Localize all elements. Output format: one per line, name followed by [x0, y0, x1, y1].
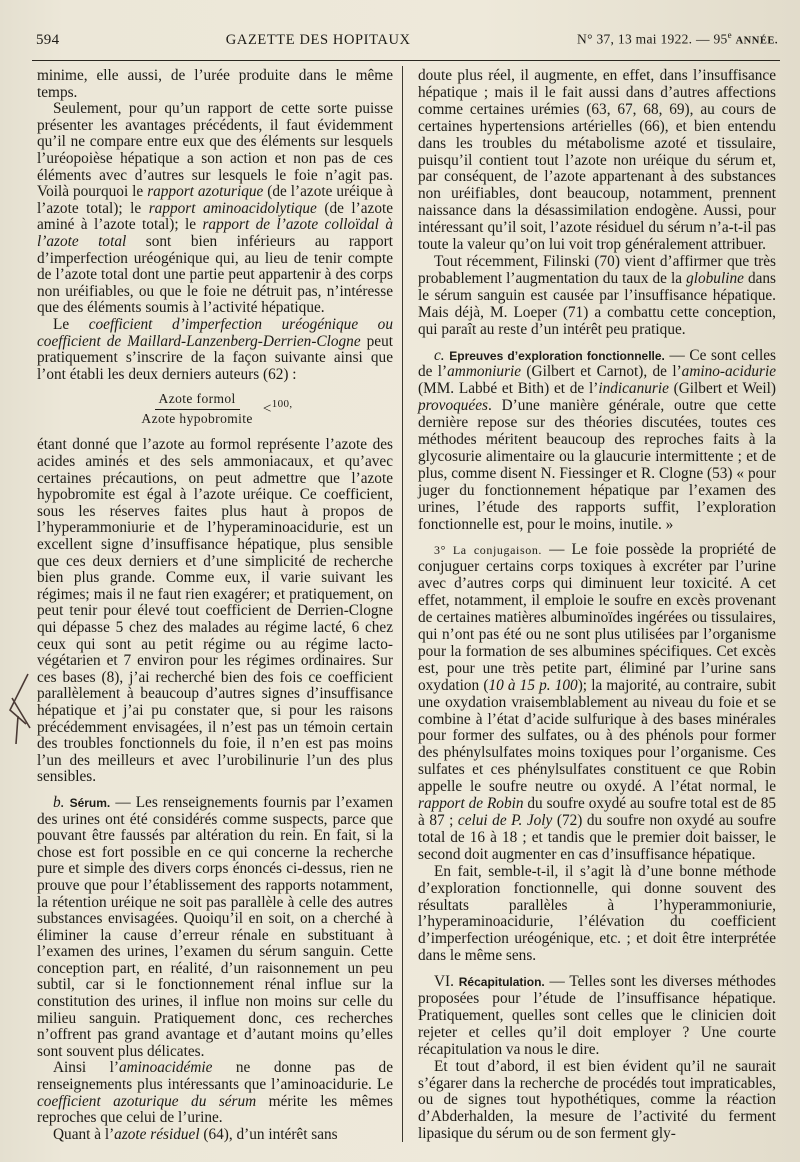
right-paragraph-2: Tout récemment, Filinski (70) vient d’affirmer que très probablement l’augmentation du taux de la globuline dans le sérum sanguin est causée par l’insuffisance hépatique. Mais déjà, M. Loeper (71) a combattu cette conception, qui paraît au reste d’un intérêt peu pratique.: [418, 252, 776, 338]
right-column: [418, 68, 776, 1143]
header-rule: [32, 60, 780, 61]
right-paragraph-1: doute plus réel, il augmente, en effet, dans l’insuffisance hépatique ; mais il le fait aussi dans d’autres affections comme certaines urémies (63, 67, 68, 69), au cours de certaines hypertensions artérielles (66), et bien entendu dans les troubles du métabolisme azoté et tissulaire, puisqu’il contient tout l’azote non uréique du sérum et, par conséquent, de l’azote appartenant à des substances non uréifiables, dont beaucoup, notamment, prennent naissance dans la désassimilation endogène. Aussi, pour intéressant qu’il soit, l’azote résiduel du sérum n’a-t-il pas toute la valeur qu’on lui voit trop généralement attribuer.: [418, 67, 776, 254]
left-paragraph-3: Le coefficient d’imperfection uréogénique ou coefficient de Maillard-Lanzenberg-Derrien-Clogne peut pratiquement s’inscrire de la façon suivante ainsi que l’ont établi les deux derniers auteurs (62) :: [37, 315, 393, 383]
section-label-conjugaison-num: 3° La: [434, 543, 467, 558]
formula-value: 100,: [271, 398, 293, 411]
left-paragraph-1: minime, elle aussi, de l’urée produite dans le même temps.: [37, 67, 393, 101]
column-divider: [402, 66, 403, 1142]
section-label-epreuves: Epreuves d’exploration fonctionnelle.: [449, 348, 665, 363]
section-label-conjugaison: conjugaison.: [473, 543, 543, 558]
left-paragraph-serum: b. Sérum. — Les renseignements fournis par l’examen des urines ont été considérés comme suspects, parce que pouvant être faussés par altération du rein. En fait, si la chose est fort possible en ce qui concerne la recherche pure et simple des divers corps énoncés ci-dessus, rien ne prouve que pour l’établissement des rapports notamment, la rétention uréique ne soit pas parallèle à celle des autres substances envisagées. Quoiqu’il en soit, on a cherché à éliminer la cause d’erreur rénale en substituant à l’examen des urines, l’examen du sérum sanguin. Cette conception part, en réalité, d’un raisonnement un peu subtil, car si le fonctionnement rénal influe sur la constitution des urines, il influe non moins sur celle du milieu sanguin. Pratiquement donc, ces recherches n’offrent pas grand avantage et d’autant moins qu’elles sont souvent plus délicates.: [37, 793, 393, 1060]
section-label-recapitulation: Récapitulation.: [458, 975, 545, 990]
left-column: [37, 68, 393, 1143]
issue-annee: ANNÉE.: [735, 35, 778, 47]
formula-fraction: [137, 391, 256, 427]
right-paragraph-5: En fait, semble-t-il, il s’agit là d’une bonne méthode d’exploration fonctionnelle, qui donne souvent des résultats parallèles à l’hyperammoniurie, l’hyperaminoacidurie, l’élévation du coefficient d’imperfection uréogénique, etc. ; et doit être interprétée dans le même sens.: [418, 862, 776, 965]
formula-relation: <: [262, 401, 272, 418]
left-paragraph-2: Seulement, pour qu’un rapport de cette sorte puisse présenter les avantages précédents, il faut évidemment qu’il ne compare entre eux que des éléments sur lesquels l’uréopoièse hépatique a son action et non pas de ces éléments avec d’autres sur lesquels le foie n’agit pas. Voilà pourquoi le rapport azoturique (de l’azote uréique à l’azote total); le rapport aminoacidolytique (de l’azote aminé à l’azote total); le rapport de l’azote colloïdal à l’azote total sont bien inférieurs au rapport d’imperfection uréogénique qui, au lieu de tenir compte de l’azote total dont une partie peut appartenir à des corps non uréifiables, ou que le foie ne détruit pas, n’intéresse que des éléments soumis à l’activité hépatique.: [37, 100, 394, 317]
right-paragraph-epreuves: c. Epreuves d’exploration fonctionnelle. — Ce sont celles de l’ammoniurie (Gilbert et Carnot), de l’amino-acidurie (MM. Labbé et Bith) et de l’indicanurie (Gilbert et Weil) provoquées. D’une manière générale, outre que cette dernière repose sur des théories discutées, toutes ces méthodes méritent beaucoup des reproches faits à la glycosurie alimentaire ou la glaucurie intermittente ; et de plus, comme disent N. Fiessinger et R. Clogne (53) « pour juger du fonctionnement hépatique par l’examen des urines, l’étude des rapports suffit, l’exploration fonctionnelle est, pour le moins, inutile. »: [418, 346, 776, 533]
section-label-serum: Sérum.: [69, 795, 111, 810]
journal-title: GAZETTE DES HOPITAUX: [225, 31, 411, 48]
left-paragraph-6: Ainsi l’aminoacidémie ne donne pas de renseignements plus intéressants que l’aminoacidurie. Le coefficient azoturique du sérum mérite les mêmes reproches que celui de l’urine.: [37, 1059, 393, 1127]
issue-info: [577, 30, 778, 48]
right-paragraph-conjugaison: 3° La conjugaison. — Le foie possède la propriété de conjuguer certains corps toxiques à excréter par l’urine avec d’autres corps qui diminuent leur toxicité. A cet effet, notamment, il emploie le soufre en excès provenant de certaines matières albuminoïdes ingérées ou tissulaires, qui n’ont pas été ou ne sont plus utilisées par l’organisme pour la formation de ses albumines spécifiques. Cet excès est, pour une très petite part, éliminé par l’urine sans oxydation (10 à 15 p. 100); la majorité, au contraire, subit une oxydation vraisemblablement au niveau du foie et se combine à l’état d’acide sulfurique à des bases minérales pour former des sulfates, ou à des phénols pour former des phénylsulfates moins toxiques pour l’organisme. Ces sulfates et ces phénylsulfates constituent ce que Robin appelle le soufre neutre ou oxydé. A l’état normal, le rapport de Robin du soufre oxydé au soufre total est de 85 à 87 ; celui de P. Joly (72) du soufre non oxydé au soufre total de 16 à 18 ; et tandis que le premier doit baisser, le second doit augmenter en cas d’insuffisance hépatique.: [418, 541, 777, 863]
right-paragraph-7: Et tout d’abord, il est bien évident qu’il ne saurait s’égarer dans la recherche de procédés tout impraticables, ou de signes tout hypothétiques, comme la réaction d’Abderhalden, la mesure de l’activité du ferment lipasique du sérum ou de son ferment gly-: [418, 1057, 776, 1143]
margin-annotation-mark: [4, 668, 34, 748]
coefficient-formula: [37, 391, 393, 427]
left-paragraph-7: Quant à l’azote résiduel (64), d’un intérêt sans: [53, 1125, 338, 1143]
formula-numerator: Azote formol: [155, 391, 240, 410]
issue-sup: e: [727, 30, 732, 40]
issue-date: N° 37, 13 mai 1922. — 95: [577, 31, 728, 47]
right-paragraph-recapitulation: VI. Récapitulation. — Telles sont les diverses méthodes proposées pour l’étude de l’insuffisance hépatique. Pratiquement, quelles sont celles que le clinicien doit rejeter et celles qu’il doit employer ? Une courte récapitulation va nous le dire.: [418, 973, 776, 1058]
left-paragraph-4: étant donné que l’azote au formol représente l’azote des acides aminés et des sels ammoniacaux, et qu’avec certaines précautions, on peut admettre que l’azote hypobromite est égal à l’azote uréique. Ce coefficient, sous les réserves faites plus haut à propos de l’hyperammoniurie et de l’hyperaminoacidurie, est un excellent signe d’insuffisance hépatique, plus sensible que ces deux derniers et d’une simplicité de recherche bien plus grande. Comme eux, il varie suivant les régimes; mais il ne faut rien exagérer; et pratiquement, on peut tenir pour élevé tout coefficient de Derrien-Clogne qui dépasse 5 chez des malades au régime lacté, 6 chez ceux qui sont au petit régime ou au régime lacto-végétarien et 7 environ pour les régimes ordinaires. Sur ces bases (8), j’ai recherché bien des fois ce coefficient parallèlement à beaucoup d’autres signes d’insuffisance hépatique et j’ai pu constater que, si pour les raisons précédemment envisagées, il n’est pas un témoin certain des troubles fonctionnels du foie, il n’en est pas moins l’un des meilleurs et avec l’urobilinurie l’un des plus sensibles.: [37, 436, 393, 786]
formula-denominator: Azote hypobromite: [141, 410, 253, 426]
page-header: [36, 30, 778, 52]
page-number: 594: [36, 31, 60, 48]
